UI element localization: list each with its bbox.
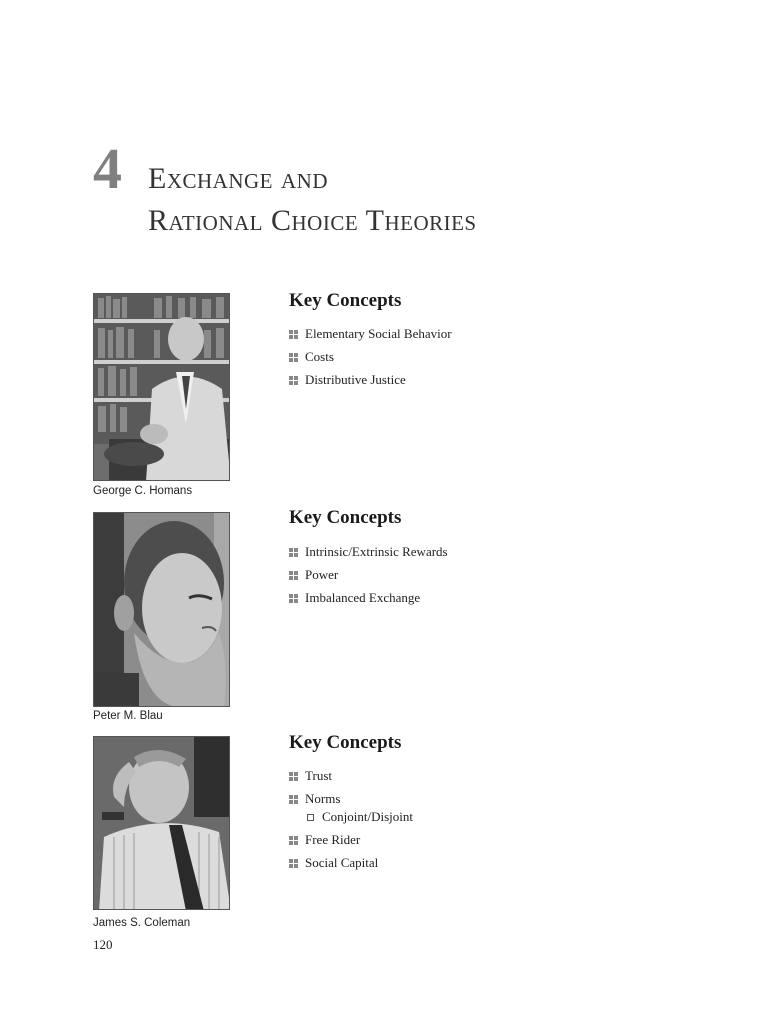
grid-bullet-icon xyxy=(289,548,298,557)
concept-label: Costs xyxy=(305,349,334,364)
photo-coleman xyxy=(93,736,230,910)
key-concepts-heading-2: Key Concepts xyxy=(289,507,402,528)
concept-label: Conjoint/Disjoint xyxy=(322,809,414,824)
key-concepts-heading-1: Key Concepts xyxy=(289,290,402,311)
list-item xyxy=(289,832,413,855)
concept-label: Imbalanced Exchange xyxy=(305,590,421,605)
grid-bullet-icon xyxy=(289,859,298,868)
square-sub-bullet-icon xyxy=(307,814,314,821)
chapter-number: 4 xyxy=(93,136,122,201)
list-item xyxy=(289,768,413,791)
concept-label: Intrinsic/Extrinsic Rewards xyxy=(305,544,448,559)
list-item xyxy=(289,855,413,878)
grid-bullet-icon xyxy=(289,571,298,580)
portrait-blau-image xyxy=(94,513,230,707)
concept-list-2 xyxy=(289,544,448,613)
portrait-coleman-image xyxy=(94,737,230,910)
caption-blau: Peter M. Blau xyxy=(93,710,163,722)
grid-bullet-icon xyxy=(289,836,298,845)
list-item xyxy=(289,349,452,372)
caption-homans: George C. Homans xyxy=(93,485,193,497)
grid-bullet-icon xyxy=(289,594,298,603)
chapter-title-line1: Exchange and xyxy=(148,162,328,195)
concept-list-1 xyxy=(289,326,452,395)
concept-label: Norms xyxy=(305,791,341,806)
photo-homans xyxy=(93,293,230,481)
concept-label: Distributive Justice xyxy=(305,372,406,387)
concept-label: Power xyxy=(305,567,339,582)
concept-label: Social Capital xyxy=(305,855,379,870)
grid-bullet-icon xyxy=(289,376,298,385)
list-item xyxy=(289,809,413,827)
portrait-homans-image xyxy=(94,294,230,481)
chapter-title-line2: Rational Choice Theories xyxy=(148,204,477,237)
grid-bullet-icon xyxy=(289,353,298,362)
concept-label: Trust xyxy=(305,768,332,783)
grid-bullet-icon xyxy=(289,795,298,804)
list-item xyxy=(289,326,452,349)
list-item xyxy=(289,590,448,613)
list-item xyxy=(289,544,448,567)
concept-list-3 xyxy=(289,768,413,878)
list-item xyxy=(289,567,448,590)
concept-label: Elementary Social Behavior xyxy=(305,326,452,341)
photo-blau xyxy=(93,512,230,707)
concept-label: Free Rider xyxy=(305,832,361,847)
grid-bullet-icon xyxy=(289,772,298,781)
key-concepts-heading-3: Key Concepts xyxy=(289,732,402,753)
page-number: 120 xyxy=(93,937,113,952)
caption-coleman: James S. Coleman xyxy=(93,917,191,929)
chapter-title xyxy=(148,158,477,242)
grid-bullet-icon xyxy=(289,330,298,339)
list-item xyxy=(289,372,452,395)
